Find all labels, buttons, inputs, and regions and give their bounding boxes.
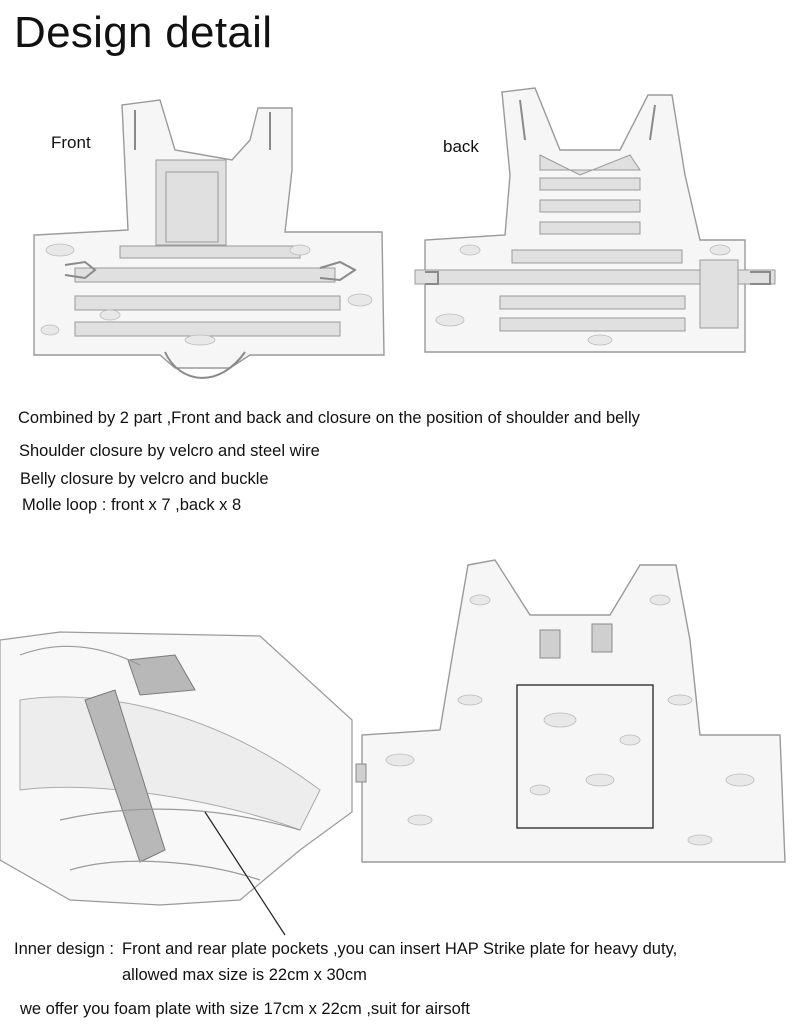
- inner-design-line-2: allowed max size is 22cm x 30cm: [122, 966, 367, 984]
- page-title: Design detail: [14, 8, 273, 57]
- feature-line-1: Combined by 2 part ,Front and back and closure on the position of shoulder and belly: [18, 409, 640, 427]
- inner-design-label: Inner design :: [14, 940, 114, 958]
- inner-design-line-1: Front and rear plate pockets ,you can insert HAP Strike plate for heavy duty,: [122, 940, 678, 958]
- feature-line-4: Molle loop : front x 7 ,back x 8: [22, 496, 242, 514]
- front-label: Front: [51, 133, 91, 152]
- feature-line-3: Belly closure by velcro and buckle: [20, 470, 269, 488]
- feature-line-2: Shoulder closure by velcro and steel wire: [19, 442, 320, 460]
- back-label: back: [443, 137, 479, 156]
- footer-note: we offer you foam plate with size 17cm x 22cm ,suit for airsoft: [20, 1000, 470, 1018]
